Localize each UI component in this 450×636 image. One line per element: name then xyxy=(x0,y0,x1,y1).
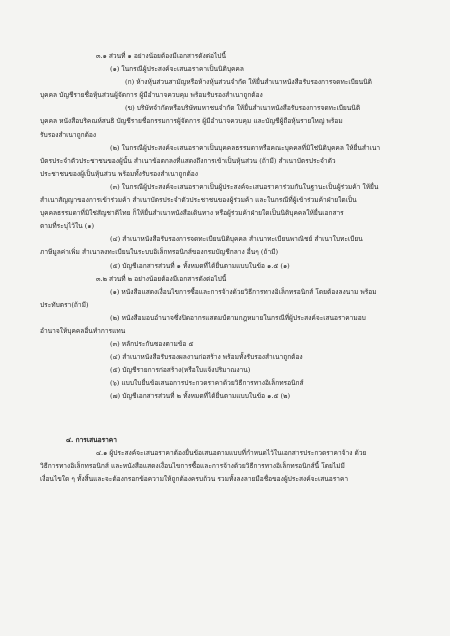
section-body xyxy=(40,447,412,486)
text-line: (๕) บัญชีเอกสารส่วนที่ ๑ ทั้งหมดที่ได้ยื่นตามแบบในข้อ ๑.๕ (๑) xyxy=(110,261,290,270)
text-line: (๔) สำเนาหนังสือรับรองผลงานก่อสร้าง พร้อมทั้งรับรองสำเนาถูกต้อง xyxy=(110,353,303,362)
text-line: (๔) สำเนาหนังสือรับรองการจดทะเบียนนิติบุคคล สำเนาทะเบียนพาณิชย์ สำเนาใบทะเบียน xyxy=(110,235,363,244)
text-line: ภาษีมูลค่าเพิ่ม สำเนาลงทะเบียนในระบบอิเล็กทรอนิกส์ของกรมบัญชีกลาง อื่นๆ (ถ้ามี) xyxy=(40,248,279,257)
text-line: (๒) ในกรณีผู้ประสงค์จะเสนอราคาเป็นบุคคลธรรมดาหรือคณะบุคคลที่มิใช่นิติบุคคล ให้ยื่นสำเนา xyxy=(110,143,381,152)
text-line: เงื่อนไขใด ๆ ทั้งสิ้นและจะต้องกรอกข้อความให้ถูกต้องครบถ้วน รวมทั้งลงลายมือชื่อของผู้ประสงค์จะเสนอราคา xyxy=(40,474,349,483)
text-line: อำนาจให้บุคคลอื่นทำการแทน xyxy=(40,326,126,335)
text-line: ๓.๒ ส่วนที่ ๒ อย่างน้อยต้องมีเอกสารดังต่อไปนี้ xyxy=(96,274,227,283)
text-line: ประทับตรา(ถ้ามี) xyxy=(40,300,89,309)
text-line: (ข) บริษัทจำกัดหรือบริษัทมหาชนจำกัด ให้ยื่นสำเนาหนังสือรับรองการจดทะเบียนนิติ xyxy=(125,104,361,113)
text-line: (ก) ห้างหุ้นส่วนสามัญหรือห้างหุ้นส่วนจำกัด ให้ยื่นสำเนาหนังสือรับรองการจดทะเบียนนิติ xyxy=(125,78,372,87)
text-line: ตามที่ระบุไว้ใน (๑) xyxy=(40,222,95,231)
text-line: (๗) บัญชีเอกสารส่วนที่ ๒ ทั้งหมดที่ได้ยื่นตามแบบในข้อ ๑.๕ (๒) xyxy=(110,392,291,401)
text-line: (๓) หลักประกันซองตามข้อ ๕ xyxy=(110,340,194,349)
text-line: ๔.๑ ผู้ประสงค์จะเสนอราคาต้องยื่นข้อเสนอตามแบบที่กำหนดไว้ในเอกสารประกวดราคาจ้าง ด้วย xyxy=(96,448,367,457)
text-line: รับรองสำเนาถูกต้อง xyxy=(40,130,97,139)
text-line: บัตรประจำตัวประชาชนของผู้นั้น สำเนาข้อตกลงที่แสดงถึงการเข้าเป็นหุ้นส่วน (ถ้ามี) สำเนาบัตรประจำตัว xyxy=(40,156,336,165)
text-line: ประชาชนของผู้เป็นหุ้นส่วน พร้อมทั้งรับรองสำเนาถูกต้อง xyxy=(40,169,198,178)
text-line: (๓) ในกรณีผู้ประสงค์จะเสนอราคาเป็นผู้ประสงค์จะเสนอราคาร่วมกันในฐานะเป็นผู้ร่วมค้า ให้ยื่น xyxy=(110,182,379,191)
text-line: (๒) หนังสือมอบอำนาจซึ่งปิดอากรแสตมป์ตามกฎหมายในกรณีที่ผู้ประสงค์จะเสนอราคามอบ xyxy=(110,313,366,322)
text-line: (๑) ในกรณีผู้ประสงค์จะเสนอราคาเป็นนิติบุคคล xyxy=(110,65,244,74)
text-line: สำเนาสัญญาของการเข้าร่วมค้า สำเนาบัตรประจำตัวประชาชนของผู้ร่วมค้า และในกรณีที่ผู้เข้าร่วมค้าฝ่ายใดเป็น xyxy=(40,196,357,205)
text-line: ๓.๑ ส่วนที่ ๑ อย่างน้อยต้องมีเอกสารดังต่อไปนี้ xyxy=(96,52,226,60)
text-line: บุคคลธรรมดาที่มิใช่สัญชาติไทย ก็ให้ยื่นสำเนาหนังสือเดินทาง หรือผู้ร่วมค้าฝ่ายใดเป็นนิติบุคคลให้ยื่นเอกสาร xyxy=(40,209,344,218)
section-heading: ๔. การเสนอราคา xyxy=(66,435,117,444)
text-line: (๖) แบบใบยื่นข้อเสนอการประกวดราคาด้วยวิธีการทางอิเล็กทรอนิกส์ xyxy=(110,379,304,388)
text-line: (๕) บัญชีรายการก่อสร้าง(หรือใบแจ้งปริมาณงาน) xyxy=(110,366,251,375)
text-line: บุคคล หนังสือบริคณห์สนธิ บัญชีรายชื่อกรรมการผู้จัดการ ผู้มีอำนาจควบคุม และบัญชีผู้ถือหุ้นรายใหญ่ พร้อม xyxy=(40,117,343,126)
text-line: วิธีการทางอิเล็กทรอนิกส์ และหนังสือแสดงเงื่อนไขการซื้อและการจ้างด้วยวิธีการทางอิเล็กทรอนิกส์นี้ โดยไม่มี xyxy=(40,461,345,470)
text-line: (๑) หนังสือแสดงเงื่อนไขการซื้อและการจ้างด้วยวิธีการทางอิเล็กทรอนิกส์ โดยต้องลงนาม พร้อม xyxy=(110,287,377,296)
text-line: บุคคล บัญชีรายชื่อหุ้นส่วนผู้จัดการ ผู้มีอำนาจควบคุม พร้อมรับรองสำเนาถูกต้อง xyxy=(40,91,263,100)
section-gap xyxy=(40,404,412,434)
document-body xyxy=(40,50,412,404)
